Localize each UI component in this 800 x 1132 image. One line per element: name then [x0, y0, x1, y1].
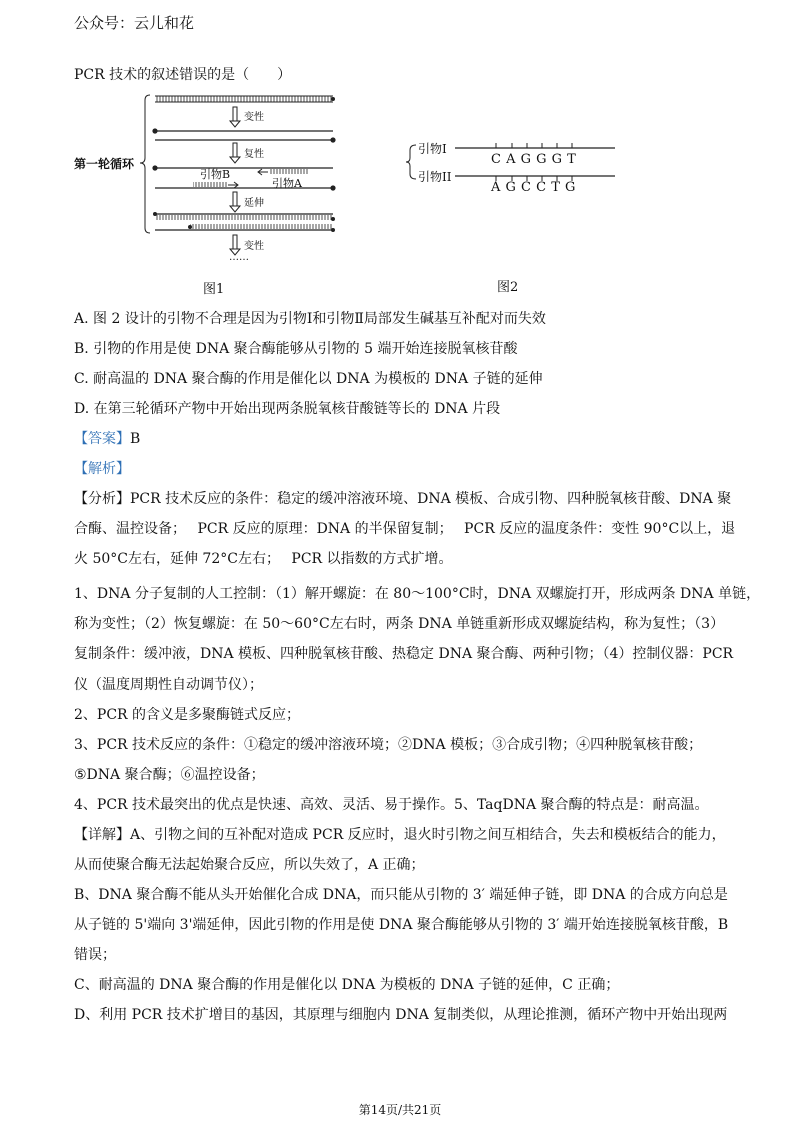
- step-label-extend: 延伸: [244, 198, 264, 209]
- body-line: 1、DNA 分子复制的人工控制：（1）解开螺旋：在 80～100°C时，DNA 双螺旋打开，形成两条 DNA 单链，: [74, 586, 761, 602]
- figure2-bracket: [406, 145, 416, 179]
- arrow-down-3: [230, 192, 240, 212]
- page-header: 公众号：云儿和花: [74, 14, 195, 32]
- single-strands-1: [153, 129, 335, 142]
- extended-dna-1: [153, 212, 335, 221]
- body-line: 仪（温度周期性自动调节仪）；: [74, 677, 263, 693]
- primer2-label: 引物II: [418, 170, 452, 184]
- step-label-denature-2: 变性: [244, 241, 264, 252]
- body-line: 称为变性；（2）恢复螺旋：在 50～60°C左右时，两条 DNA 单链重新形成双螺旋结构，称为复性；（3）: [74, 616, 725, 632]
- option-d: D. 在第三轮循环产物中开始出现两条脱氧核苷酸链等长的 DNA 片段: [74, 401, 501, 417]
- primer1-sequence: C A G G G T: [491, 152, 577, 167]
- figure1-caption: 图1: [203, 282, 225, 297]
- option-a: A. 图 2 设计的引物不合理是因为引物Ⅰ和引物Ⅱ局部发生碱基互补配对而失效: [74, 311, 546, 327]
- body-line: 2、PCR 的含义是多聚酶链式反应；: [74, 707, 301, 723]
- body-line: 从而使聚合酶无法起始聚合反应，所以失效了，A 正确；: [74, 857, 425, 873]
- body-line: C、耐高温的 DNA 聚合酶的作用是催化以 DNA 为模板的 DNA 子链的延伸，C 正确；: [74, 977, 620, 993]
- answer-value: B: [130, 431, 141, 447]
- page-footer: 第14页/共21页: [358, 1103, 442, 1117]
- option-b: B. 引物的作用是使 DNA 聚合酶能够从引物的 5 端开始连接脱氧核苷酸: [74, 341, 518, 357]
- cycle-bracket: [140, 95, 150, 233]
- body-line: 复制条件：缓冲液，DNA 模板、四种脱氧核苷酸、热稳定 DNA 聚合酶、两种引物；（4）控制仪器：PCR: [74, 646, 734, 662]
- primer-b-mark: [193, 182, 238, 188]
- step-label-anneal: 复性: [244, 149, 264, 160]
- extended-dna-2: [155, 224, 335, 232]
- body-line: 【详解】A、引物之间的互补配对造成 PCR 反应时，退火时引物之间互相结合，失去和模板结合的能力，: [74, 827, 726, 843]
- primer-a-label: 引物A: [272, 177, 302, 190]
- body-line: B、DNA 聚合酶不能从头开始催化合成 DNA，而只能从引物的 3′ 端延伸子链，即 DNA 的合成方向总是: [74, 887, 728, 903]
- option-c: C. 耐高温的 DNA 聚合酶的作用是催化以 DNA 为模板的 DNA 子链的延伸: [74, 371, 543, 387]
- arrow-down-2: [230, 143, 240, 163]
- body-line: ⑤DNA 聚合酶；⑥温控设备；: [74, 767, 265, 783]
- body-line: 火 50°C左右，延伸 72°C左右； PCR 以指数的方式扩增。: [74, 551, 453, 567]
- answer-line: [74, 431, 734, 447]
- figure2-caption: 图2: [497, 280, 519, 295]
- body-line: D、利用 PCR 技术扩增目的基因，其原理与细胞内 DNA 复制类似，从理论推测，循环产物中开始出现两: [74, 1007, 728, 1023]
- figure1-title: 第一轮循环: [74, 157, 135, 171]
- primer2-sequence: A G C C T G: [491, 180, 576, 195]
- question-stem: PCR 技术的叙述错误的是（ ）: [74, 67, 292, 83]
- body-line: 4、PCR 技术最突出的优点是快速、高效、灵活、易于操作。5、TaqDNA 聚合酶的特点是：耐高温。: [74, 797, 709, 813]
- figure1-ellipsis: ……: [229, 252, 249, 263]
- body-line: 从子链的 5'端向 3'端延伸，因此引物的作用是使 DNA 聚合酶能够从引物的 3′ 端开始连接脱氧核苷酸，B: [74, 917, 729, 933]
- body-line: 错误；: [74, 947, 116, 963]
- primer-b-label: 引物B: [200, 168, 231, 181]
- body-line: 3、PCR 技术反应的条件：①稳定的缓冲溶液环境；②DNA 模板；③合成引物；④四种脱氧核苷酸；: [74, 737, 703, 753]
- primer1-label: 引物I: [418, 142, 447, 156]
- pcr-figures: [0, 0, 800, 300]
- step-label-denature-1: 变性: [244, 112, 264, 123]
- body-line: 合酶、温控设备； PCR 反应的原理：DNA 的半保留复制； PCR 反应的温度条件：变性 90°C以上，退: [74, 521, 736, 537]
- answer-label: 【答案】: [74, 431, 130, 447]
- arrow-down-1: [230, 107, 240, 127]
- body-line: 【分析】PCR 技术反应的条件：稳定的缓冲溶液环境、DNA 模板、合成引物、四种脱氧核苷酸、DNA 聚: [74, 491, 732, 507]
- template-dna-1: [155, 96, 335, 102]
- analysis-label: 【解析】: [74, 461, 130, 477]
